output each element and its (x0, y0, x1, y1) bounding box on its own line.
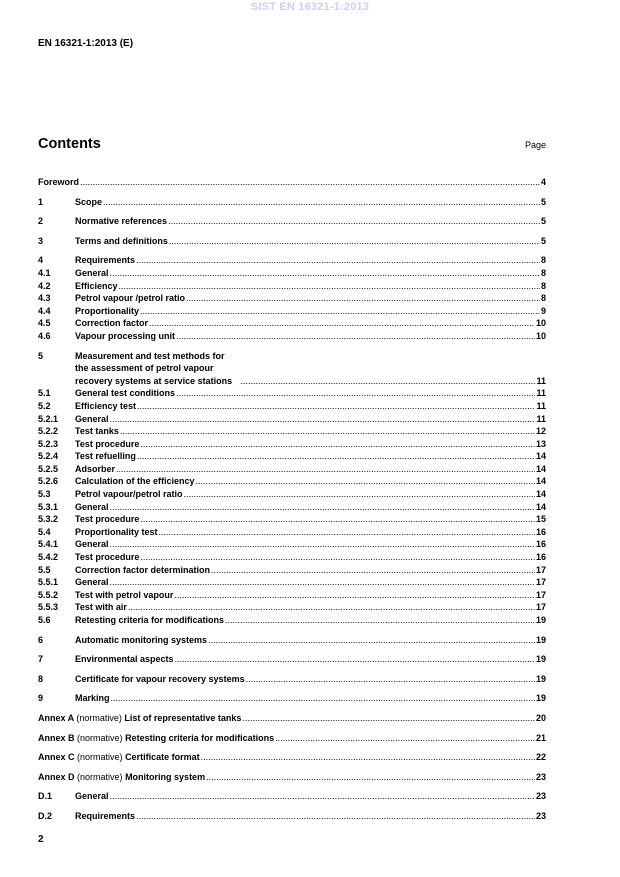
dot-leader (110, 267, 540, 280)
toc-entry-number: 5.5.3 (38, 602, 59, 613)
dot-leader (136, 810, 535, 823)
toc-entry-page: 16 (535, 526, 546, 537)
toc-entry-title: Measurement and test methods for the assessment of petrol vapour recovery systems at service stations (75, 350, 233, 386)
dot-leader (140, 305, 540, 318)
annex-title: List of representative tanks (124, 712, 242, 723)
dot-leader (140, 438, 535, 451)
toc-entry-page: 17 (535, 589, 546, 600)
toc-entry-page: 5 (540, 216, 546, 227)
toc-entry-title: General (75, 539, 109, 550)
toc-entry-number: 5.2.4 (38, 451, 59, 462)
toc-entry-number: 4 (38, 255, 44, 266)
dot-leader (110, 501, 535, 514)
toc-entry[interactable] (38, 673, 546, 686)
toc-entry[interactable] (38, 425, 546, 438)
dot-leader (176, 330, 535, 343)
annex-label: Annex B (38, 732, 75, 743)
toc-entry-page: 23 (535, 810, 546, 821)
toc-entry-page: 10 (535, 330, 546, 341)
toc-entry-title: Retesting criteria for modifications (75, 615, 225, 625)
toc-entry-title: Scope (75, 196, 103, 207)
toc-entry-number: 4.5 (38, 318, 51, 329)
toc-entry-number: 5.4 (38, 526, 51, 537)
toc-entry-page: 17 (535, 602, 546, 613)
toc-entry-number: 9 (38, 693, 44, 704)
toc-entry-page: 11 (536, 400, 546, 411)
toc-entry-title: Normative references (75, 216, 168, 227)
dot-leader (119, 280, 540, 293)
toc-entry-page: 16 (535, 552, 546, 563)
toc-entry-title: Vapour processing unit (75, 330, 176, 341)
toc-entry-title: Efficiency (75, 280, 118, 291)
toc-entry-page: 13 (535, 438, 546, 449)
dot-leader (196, 475, 535, 488)
toc-entry-number: 4.2 (38, 280, 51, 291)
toc-entry-page: 11 (536, 388, 546, 399)
toc-entry[interactable] (38, 305, 546, 318)
toc-entry-number: 2 (38, 216, 44, 227)
dot-leader (110, 576, 535, 589)
toc-entry-page: 10 (535, 318, 546, 329)
toc-entry-title (38, 712, 241, 725)
dot-leader (208, 634, 535, 647)
toc-entry[interactable] (38, 235, 546, 248)
toc-entry-number: 5.1 (38, 388, 51, 399)
dot-leader (169, 235, 540, 248)
toc-entry-number: 5.4.2 (38, 552, 59, 563)
toc-entry-title: Test with petrol vapour (75, 589, 174, 600)
dot-leader (140, 513, 535, 526)
toc-entry-title: Environmental aspects (75, 654, 174, 665)
toc-entry-title: Test with air (75, 602, 127, 613)
toc-entry-title: Petrol vapour/petrol ratio (75, 489, 183, 500)
dot-leader (225, 614, 535, 627)
dot-leader (242, 712, 535, 725)
toc-entry-number: 7 (38, 654, 44, 665)
toc-entry-page: 11 (536, 413, 546, 424)
toc-entry-number: 5.6 (38, 615, 51, 625)
table-of-contents (38, 176, 546, 823)
toc-entry-number: 5.2.2 (38, 426, 59, 437)
toc-entry-page: 23 (535, 791, 546, 802)
toc-entry-page: 14 (535, 501, 546, 512)
toc-entry[interactable] (38, 317, 546, 330)
toc-entry-number: 5.5 (38, 564, 51, 575)
toc-entry-title: Test refuelling (75, 451, 136, 462)
dot-leader (175, 653, 535, 666)
toc-entry-title: Requirements (75, 810, 136, 821)
toc-entry[interactable] (38, 634, 546, 647)
toc-entry-page: 14 (535, 451, 546, 462)
toc-entry[interactable] (38, 438, 546, 451)
toc-entry-page: 5 (540, 196, 546, 207)
toc-entry[interactable] (38, 292, 546, 305)
dot-leader (137, 400, 535, 413)
toc-entry-title: Marking (75, 693, 110, 704)
annex-label: Annex C (38, 752, 75, 763)
annex-title: Monitoring system (125, 771, 206, 782)
toc-entry[interactable] (38, 810, 546, 823)
toc-entry-title: Petrol vapour /petrol ratio (75, 293, 186, 304)
toc-entry-page: 11 (536, 375, 546, 386)
toc-entry[interactable] (38, 513, 546, 526)
toc-entry-page: 15 (535, 514, 546, 525)
dot-leader (80, 176, 540, 189)
toc-entry[interactable] (38, 576, 546, 589)
toc-entry[interactable] (38, 732, 546, 745)
toc-entry-number: 5.3 (38, 489, 51, 500)
toc-entry[interactable] (38, 267, 546, 280)
toc-entry-page: 8 (540, 280, 546, 291)
toc-entry-title: Proportionality test (75, 526, 158, 537)
toc-entry[interactable] (38, 614, 546, 627)
toc-entry[interactable] (38, 413, 546, 426)
dot-leader (137, 450, 535, 463)
dot-leader (176, 387, 535, 400)
toc-entry-number: 5.5.1 (38, 577, 59, 588)
toc-entry-number: 5.2.1 (38, 413, 59, 424)
toc-entry-page: 14 (535, 476, 546, 487)
toc-entry[interactable] (38, 350, 546, 388)
toc-entry-title (38, 751, 200, 764)
toc-entry[interactable] (38, 176, 546, 189)
dot-leader (110, 413, 536, 426)
toc-entry-page: 17 (535, 577, 546, 588)
toc-entry-title: Terms and definitions (75, 235, 168, 246)
toc-entry-page: 20 (535, 712, 546, 723)
toc-entry[interactable] (38, 526, 546, 539)
dot-leader (168, 215, 540, 228)
annex-normative-label: (normative) (77, 732, 123, 743)
toc-entry-number: 4.4 (38, 305, 51, 316)
dot-leader (128, 601, 535, 614)
toc-entry-page: 8 (540, 255, 546, 266)
dot-leader (103, 196, 540, 209)
toc-entry-number: 5.3.2 (38, 514, 59, 525)
toc-entry[interactable] (38, 589, 546, 602)
toc-entry-number: 5.2.6 (38, 476, 59, 487)
contents-title: Contents (38, 136, 101, 152)
watermark: SIST EN 16321-1:2013 (250, 1, 370, 13)
toc-entry[interactable] (38, 790, 546, 803)
dot-leader (111, 692, 535, 705)
dot-leader (140, 551, 535, 564)
annex-normative-label: (normative) (76, 712, 122, 723)
page-column-label: Page (524, 140, 546, 150)
toc-entry-page: 23 (535, 771, 546, 782)
toc-entry-page: 4 (540, 177, 546, 187)
toc-entry[interactable] (38, 771, 546, 784)
toc-entry[interactable] (38, 712, 546, 725)
toc-entry[interactable] (38, 215, 546, 228)
dot-leader (174, 589, 535, 602)
toc-entry[interactable] (38, 751, 546, 764)
toc-entry-title: Test procedure (75, 438, 140, 449)
toc-entry-title (38, 732, 274, 745)
toc-entry-number: 5 (38, 350, 44, 361)
annex-label: Annex A (38, 712, 74, 723)
toc-entry-page: 19 (535, 634, 546, 645)
toc-entry-title: Requirements (75, 255, 136, 266)
toc-entry-page: 5 (540, 235, 546, 246)
toc-entry-title: Calculation of the efficiency (75, 476, 195, 487)
toc-entry-title: General (75, 413, 109, 424)
toc-entry-title: Correction factor determination (75, 564, 211, 575)
toc-entry[interactable] (38, 538, 546, 551)
toc-entry-title: Test procedure (75, 514, 140, 525)
dot-leader (246, 673, 535, 686)
toc-entry-number: 4.6 (38, 330, 51, 341)
toc-entry[interactable] (38, 330, 546, 343)
toc-entry-title: Correction factor (75, 318, 149, 329)
annex-normative-label: (normative) (77, 752, 123, 763)
toc-entry-title: Certificate for vapour recovery systems (75, 673, 245, 684)
toc-entry-number: 5.4.1 (38, 539, 59, 550)
toc-entry-number: D.1 (38, 791, 53, 802)
toc-entry-number: 1 (38, 196, 44, 207)
toc-entry-number: 3 (38, 235, 44, 246)
toc-entry-page: 8 (540, 293, 546, 304)
toc-entry-number: 5.5.2 (38, 589, 59, 600)
toc-entry-title: General test conditions (75, 388, 176, 399)
toc-entry-page: 14 (535, 489, 546, 500)
toc-entry[interactable] (38, 551, 546, 564)
toc-entry-page: 19 (535, 693, 546, 704)
dot-leader (110, 538, 535, 551)
toc-entry[interactable] (38, 254, 546, 267)
toc-entry-page: 19 (535, 654, 546, 665)
toc-entry-title: Efficiency test (75, 400, 137, 411)
toc-entry-page: 12 (535, 426, 546, 437)
toc-entry[interactable] (38, 450, 546, 463)
toc-entry-title: Test procedure (75, 552, 140, 563)
toc-entry[interactable] (38, 488, 546, 501)
toc-entry-page: 21 (535, 732, 546, 743)
dot-leader (211, 564, 535, 577)
toc-entry-page: 17 (535, 564, 546, 575)
toc-entry-title: General (75, 267, 109, 278)
toc-entry-title: Adsorber (75, 463, 116, 474)
document-id: EN 16321-1:2013 (E) (38, 38, 134, 49)
toc-entry[interactable] (38, 692, 546, 705)
dot-leader (116, 463, 535, 476)
toc-entry[interactable] (38, 463, 546, 476)
toc-entry-number: 5.3.1 (38, 501, 59, 512)
toc-entry-title: Proportionality (75, 305, 140, 316)
dot-leader (184, 488, 535, 501)
toc-entry-page: 16 (535, 539, 546, 550)
toc-entry-title: Test tanks (75, 426, 119, 437)
dot-leader (110, 790, 535, 803)
toc-entry[interactable] (38, 601, 546, 614)
toc-entry-title: General (75, 501, 109, 512)
toc-entry-page: 19 (535, 673, 546, 684)
toc-entry-number: 4.3 (38, 293, 51, 304)
annex-title: Retesting criteria for modifications (125, 732, 275, 743)
toc-entry-number: 5.2 (38, 400, 51, 411)
page-number: 2 (38, 834, 44, 845)
toc-entry-number: 5.2.3 (38, 438, 59, 449)
toc-entry-page: 22 (535, 752, 546, 763)
toc-entry-number: 5.2.5 (38, 463, 59, 474)
toc-entry-number: 8 (38, 673, 44, 684)
toc-entry[interactable] (38, 387, 546, 400)
dot-leader (240, 375, 535, 388)
annex-title: Certificate format (125, 752, 200, 763)
toc-entry[interactable] (38, 400, 546, 413)
toc-entry-title: Automatic monitoring systems (75, 634, 208, 645)
dot-leader (159, 526, 535, 539)
toc-entry[interactable] (38, 196, 546, 209)
toc-entry-title: Foreword (38, 177, 80, 187)
toc-entry[interactable] (38, 501, 546, 514)
dot-leader (120, 425, 535, 438)
toc-entry-number: 6 (38, 634, 44, 645)
dot-leader (201, 751, 535, 764)
dot-leader (149, 317, 535, 330)
toc-entry-number: D.2 (38, 810, 53, 821)
dot-leader (186, 292, 540, 305)
toc-entry-page: 8 (540, 267, 546, 278)
toc-entry[interactable] (38, 475, 546, 488)
toc-entry-page: 14 (535, 463, 546, 474)
dot-leader (136, 254, 540, 267)
toc-entry-title: General (75, 791, 109, 802)
dot-leader (206, 771, 535, 784)
annex-normative-label: (normative) (77, 771, 123, 782)
annex-label: Annex D (38, 771, 75, 782)
toc-entry-page: 19 (535, 615, 546, 625)
toc-entry-title: General (75, 577, 109, 588)
dot-leader (275, 732, 535, 745)
toc-entry[interactable] (38, 653, 546, 666)
toc-entry[interactable] (38, 564, 546, 577)
toc-entry-number: 4.1 (38, 267, 51, 278)
toc-entry-page: 9 (540, 305, 546, 316)
toc-entry[interactable] (38, 280, 546, 293)
toc-entry-title (38, 771, 205, 784)
